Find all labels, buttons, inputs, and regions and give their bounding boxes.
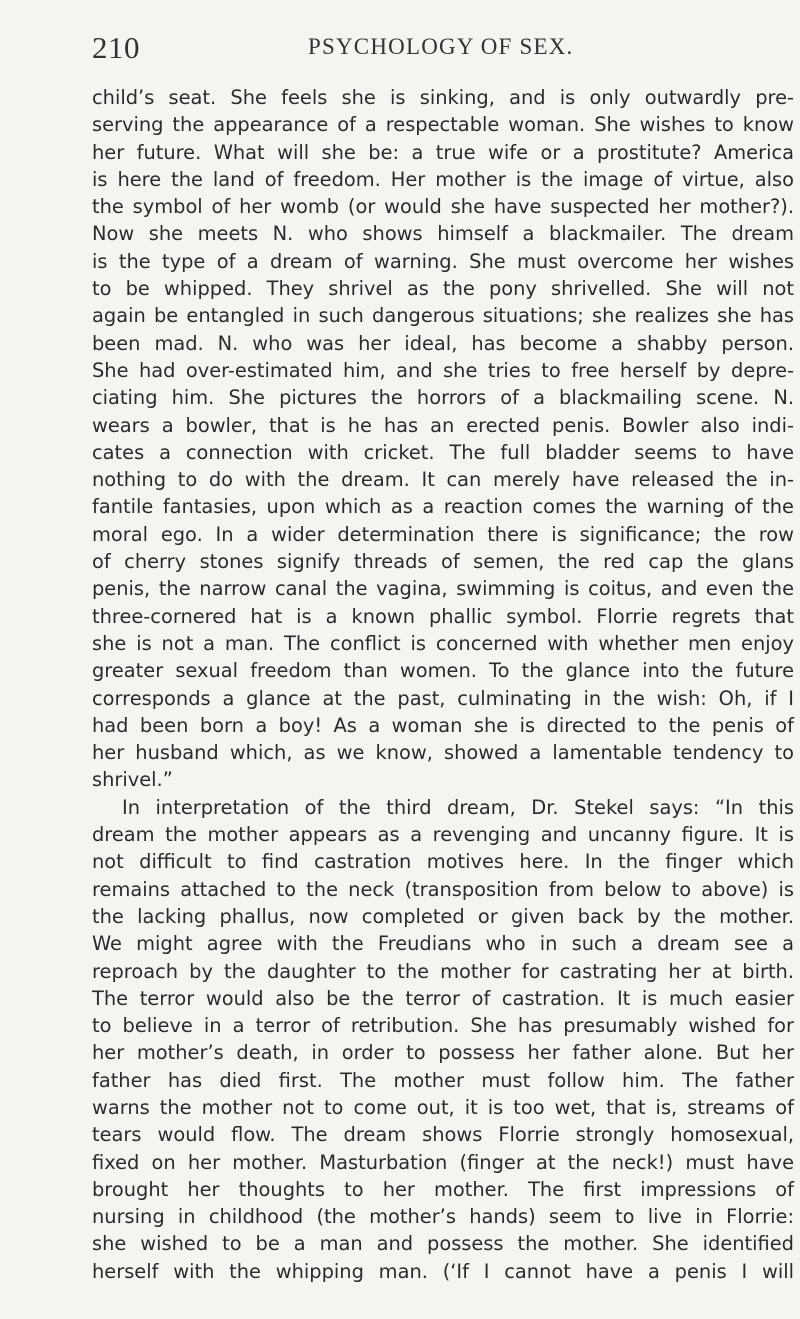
text-line: she is not a man. The conflict is concerned with whether men enjoy	[92, 631, 794, 655]
text-line: remains attached to the neck (transposition from below to above) is	[92, 877, 794, 901]
text-line: greater sexual freedom than women. To the glance into the future	[92, 659, 794, 683]
paragraph	[92, 794, 794, 1285]
text-line: reproach by the daughter to the mother for castrating her at birth.	[92, 959, 794, 983]
text-line: fantile fantasies, upon which as a reaction comes the warning of the	[92, 495, 794, 519]
page-header	[0, 0, 800, 80]
text-line: her husband which, as we know, showed a lamentable tendency to	[92, 741, 794, 765]
text-line: dream the mother appears as a revenging and uncanny figure. It is	[92, 823, 794, 847]
text-line: warns the mother not to come out, it is too wet, that is, streams of	[92, 1095, 794, 1119]
text-line: father has died first. The mother must follow him. The father	[92, 1068, 794, 1092]
text-line: is here the land of freedom. Her mother is the image of virtue, also	[92, 167, 794, 191]
text-line: herself with the whipping man. (‘If I cannot have a penis I will	[92, 1259, 794, 1283]
text-line: Now she meets N. who shows himself a blackmailer. The dream	[92, 222, 794, 246]
text-line: The terror would also be the terror of castration. It is much easier	[92, 986, 794, 1010]
text-line: penis, the narrow canal the vagina, swimming is coitus, and even the	[92, 577, 794, 601]
text-line: shrivel.”	[92, 768, 173, 792]
text-line: child’s seat. She feels she is sinking, and is only outwardly pre-	[92, 86, 794, 109]
text-line: again be entangled in such dangerous situations; she realizes she has	[92, 304, 794, 328]
paragraph	[92, 84, 794, 794]
text-line: her future. What will she be: a true wife or a prostitute? America	[92, 140, 794, 164]
text-line: been mad. N. who was her ideal, has become a shabby person.	[92, 331, 794, 355]
text-line: tears would flow. The dream shows Florrie strongly homosexual,	[92, 1123, 794, 1147]
text-line: had been born a boy! As a woman she is directed to the penis of	[92, 713, 794, 737]
text-line: corresponds a glance at the past, culminating in the wish: Oh, if I	[92, 686, 794, 710]
text-line: to believe in a terror of retribution. She has presumably wished for	[92, 1014, 794, 1038]
text-line: ciating him. She pictures the horrors of a blackmailing scene. N.	[92, 386, 794, 410]
text-line: to be whipped. They shrivel as the pony shrivelled. She will not	[92, 277, 794, 301]
page-number: 210	[92, 30, 140, 65]
text-line: not difficult to find castration motives here. In the finger which	[92, 850, 794, 874]
text-line: her mother’s death, in order to possess her father alone. But her	[92, 1041, 794, 1065]
text-line: three-cornered hat is a known phallic symbol. Florrie regrets that	[92, 604, 794, 628]
text-line: We might agree with the Freudians who in such a dream see a	[92, 932, 794, 956]
text-line: brought her thoughts to her mother. The first impressions of	[92, 1177, 794, 1201]
text-line: the symbol of her womb (or would she have suspected her mother?).	[92, 195, 794, 219]
text-line: cates a connection with cricket. The full bladder seems to have	[92, 440, 794, 464]
body-text	[92, 84, 794, 1285]
text-line: In interpretation of the third dream, Dr. Stekel says: “In this	[122, 795, 794, 819]
text-line: is the type of a dream of warning. She must overcome her wishes	[92, 249, 794, 273]
text-line: fixed on her mother. Masturbation (finger at the neck!) must have	[92, 1150, 794, 1174]
running-head: PSYCHOLOGY OF SEX.	[308, 34, 574, 59]
text-line: She had over-estimated him, and she tries to free herself by depre-	[92, 358, 794, 382]
text-line: moral ego. In a wider determination there is significance; the row	[92, 522, 794, 546]
text-line: she wished to be a man and possess the mother. She identified	[92, 1232, 794, 1256]
text-line: nursing in childhood (the mother’s hands) seem to live in Florrie:	[92, 1205, 794, 1229]
text-line: wears a bowler, that is he has an erected penis. Bowler also indi-	[92, 413, 794, 437]
text-line: nothing to do with the dream. It can merely have released the in-	[92, 468, 794, 492]
text-line: the lacking phallus, now completed or given back by the mother.	[92, 904, 794, 928]
text-line: serving the appearance of a respectable woman. She wishes to know	[92, 113, 794, 137]
text-line: of cherry stones signify threads of semen, the red cap the glans	[92, 550, 794, 574]
